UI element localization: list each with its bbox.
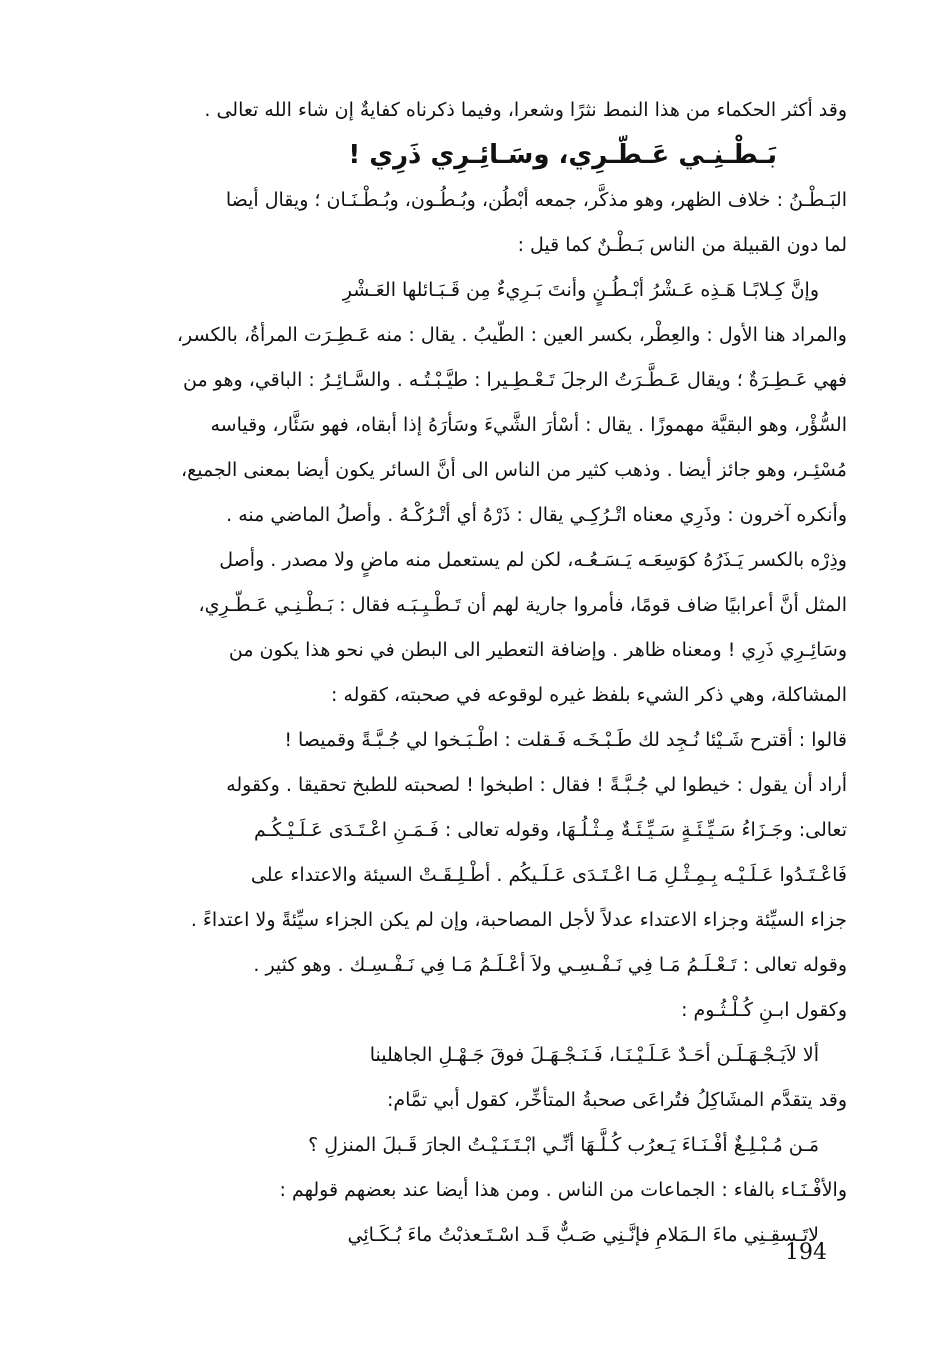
verse-line: وإنَّ كِـلابًـا هَـذِه عَـشْرُ أبْـطُـنٍ وأنتَ بَـرِيءٌ مِن قَـبَـائلها العَـشْرِ	[342, 279, 819, 301]
text-line: السُّؤْر، وهو البقيَّة مهموزًا . يقال : أسْأرَ الشَّيءَ وسَأرَهُ إذا أبقاه، فهو سَئَّار، وقياسه	[210, 414, 847, 436]
text-line: تعالى: وجَـزَاءُ سَـيِّـئَـةٍ سَـيِّـئَـةٌ مِـثْـلُـهَا، وقوله تعالى : فَـمَـنِ اعْـتَـدَى عَـلَـيْـكُـم	[253, 819, 847, 841]
text-line: وقد أكثر الحكماء من هذا النمط نثرًا وشعرا، وفيما ذكرناه كفايةٌ إن شاء الله تعالى .	[204, 99, 847, 121]
text-line: وسَائِـرِي ذَرِي ! ومعناه ظاهر . وإضافة التعطير الى البطن في نحو هذا يكون من	[228, 639, 847, 661]
text-line: والأفْـنَـاء بالفاء : الجماعات من الناس . ومن هذا أيضا عند بعضهم قولهم :	[279, 1179, 847, 1201]
text-line: جزاء السيِّئة وجزاء الاعتداء عدلاً لأجل المصاحبة، وإن لم يكن الجزاء سيِّئةً ولا اعتداءً .	[190, 909, 847, 931]
text-line: أراد أن يقول : خيطوا لي جُـبَّـةً ! فقال : اطبخوا ! لصحبته للطبخ تحقيقا . وكقوله	[226, 774, 847, 796]
text-line: البَـطْـنُ : خلاف الظهر، وهو مذكَّر، جمعه أبْطُن، وبُـطُـون، وبُـطْـنَـان ؛ ويقال أيضا	[225, 189, 847, 211]
text-line: وكقول ابـنِ كُـلْـثُـوم :	[681, 999, 847, 1021]
text-line: وذِرْه بالكسر يَـذَرُهُ كوَسِعَـه يَـسَـعُـه، لكن لم يستعمل منه ماضٍ ولا مصدر . وأصل	[219, 549, 847, 571]
text-line: وقوله تعالى : تَـعْـلَـمُ مَـا فِي نَـفْـسِـي ولاَ أعْـلَـمُ مَـا فِي نَـفْـسِـك . وهو كثير .	[253, 954, 847, 976]
text-line: لما دون القبيلة من الناس بَـطْـنٌ كما قيل :	[517, 234, 847, 256]
text-line: وأنكره آخرون : وذَرِي معناه اتْـرُكِـي يقال : ذَرْهُ أي أتْـرُكْـهُ . وأصلُ الماضي منه .	[226, 504, 847, 526]
verse-line: مَـن مُـبْـلِـغٌ أفْـنَـاءَ يَـعرُب كُـلَّـهَا أنِّـي ابْـتَـنَـيْـتُ الجارَ قَـبلَ المنزلِ ؟	[308, 1134, 819, 1156]
text-line: والمراد هنا الأول : والعِطْر، بكسر العين : الطّيبُ . يقال : منه عَـطِـرَت المرأةُ، بالكسر،	[176, 324, 847, 346]
text-column	[95, 88, 847, 1258]
text-line: مُسْئِـر، وهو جائز أيضا . وذهب كثير من الناس الى أنَّ السائر يكون أيضا بمعنى الجميع،	[181, 459, 847, 481]
verse-line: لاتَـسقِـنِي ماءَ الـمَلامِ فإنَّـنِي صَـبٌّ قَـد اسْـتَـعذبْتُ ماءَ بُـكَـائِي	[347, 1224, 819, 1246]
page-number: 194	[785, 1240, 827, 1265]
text-line: قالوا : أقترح شَـيْئا نُـجِد لك طَـبْـخَـه فَـقلت : اطْـبَـخوا لي جُـبَّـةً وقميصا !	[284, 729, 847, 751]
text-line: المشاكلة، وهي ذكر الشيء بلفظ غيره لوقوعه في صحبته، كقوله :	[331, 684, 847, 706]
verse-line: ألا لاَيَـجْـهَـلَـن أحَـدٌ عَـلَـيْـنَـا، فَـنَـجْـهَـلَ فوقَ جَـهْـلِ الجاهلينا	[369, 1044, 819, 1066]
text-line: فَاعْـتَـدُوا عَـلَـيْـه بِـمِـثْـلِ مَـا اعْـتَـدَى عَـلَـيكُم . أطْـلِـقَـتْ السيئة والاعتداء على	[250, 864, 847, 886]
text-line: المثل أنَّ أعرابيًا ضاف قومًا، فأمروا جارية لهم أن تَـطْـيِـبَـه فقال : بَـطْـنِـي عَـطّـرِي،	[198, 594, 847, 616]
text-line: وقد يتقدَّم المشَاكِلُ فتُراعَى صحبةُ المتأخِّر، كقول أبي تمَّام:	[386, 1089, 847, 1111]
section-heading: بَـطْـنِـي عَـطّـرِي، وسَـائِـرِي ذَرِي !	[348, 140, 777, 170]
text-line: فهي عَـطِـرَةٌ ؛ ويقال عَـطَّـرَتُ الرجلَ تَـعْـطِـيرا : طيَّـبْـتُـه . والسَّـائِـرُ : الباقي، وهو من	[182, 369, 847, 391]
